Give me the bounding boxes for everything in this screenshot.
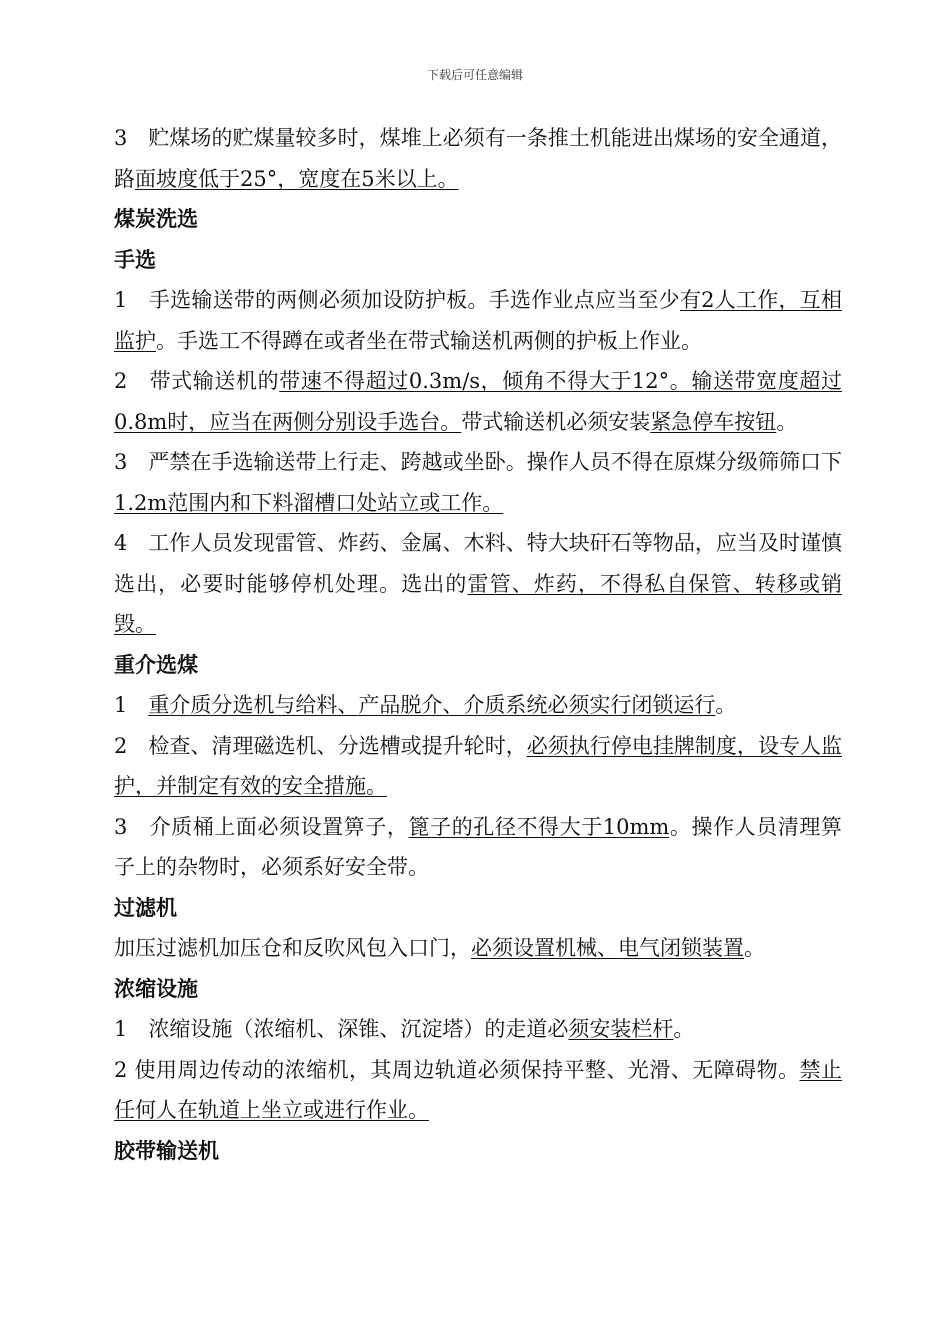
underlined-text: 必须设置机械、电气闭锁装置	[471, 936, 744, 960]
underlined-text: 有2人工作，互相监护	[114, 288, 842, 353]
paragraph-text: 1	[114, 693, 149, 717]
underlined-text: 篦子的孔径不得大于10mm	[408, 814, 670, 839]
paragraph-text: 3 介质桶上面必须设置箅子，	[114, 814, 409, 839]
heading-hand-picking: 手选	[114, 247, 156, 272]
underlined-text: 必须执行停电挂牌制度，设专人监护，并制定有效的安全措施。	[114, 733, 843, 798]
paragraph-text: 2 带式输送机的	[114, 369, 280, 393]
paragraph-text: 3 严禁在手选输送带上行走、跨越或坐卧。操作人员不得在原煤分级筛筛口下	[114, 450, 842, 474]
para-thickening-1	[114, 1009, 842, 1050]
para-hand-picking-2	[114, 361, 842, 442]
paragraph-text: 1 手选输送带的两侧必须加设防护板。手选作业点应当至少	[114, 288, 680, 312]
para-dense-medium-3	[114, 807, 842, 888]
paragraph-text: 。手选工不得蹲在或者坐在带式输送机两侧的护板上作业。	[156, 328, 702, 353]
paragraph-text: 2 检查、清理磁选机、分选槽或提升轮时，	[114, 733, 527, 758]
para-coal-yard-3	[114, 118, 842, 199]
paragraph-text: 。	[673, 1017, 695, 1041]
underlined-text: 带速不得超过0.3m/s，倾角不得大于12°。输送带宽度超过0.8m时，应当在两侧分别设手选台。	[114, 369, 842, 434]
paragraph-text: 3 贮煤场的贮煤量较多时，煤堆上必须有一条推土机能进出煤场的安全通道，路	[114, 126, 842, 191]
para-dense-medium-2	[114, 726, 842, 807]
paragraph-text: 4 工作人员发现雷管、炸药、金属、木料、特大块矸石等物品，应当及时谨慎选出，必要时能够停机处理。选出的	[114, 531, 842, 596]
para-dense-medium-1	[114, 685, 842, 726]
underlined-text: 紧急停车按钮	[650, 409, 777, 434]
para-thickening-2	[114, 1050, 842, 1131]
para-hand-picking-3	[114, 442, 842, 523]
paragraph-text: 。	[776, 409, 798, 434]
underlined-text: 禁止任何人在轨道上坐立或进行作业。	[114, 1057, 842, 1122]
underlined-text: 雷管、炸药，不得私自保管、转移或销毁。	[114, 571, 842, 636]
underlined-text: 1.2m范围内和下料溜槽口处站立或工作。	[114, 490, 504, 515]
paragraph-text: 2 使用周边传动的浓缩机，其周边轨道必须保持平整、光滑、无障碍物。	[114, 1057, 800, 1082]
paragraph-text: 带式输送机必须安装	[461, 409, 651, 434]
underlined-text: 重介质分选机与给料、产品脱介、介质系统必须实行闭锁运行	[148, 693, 716, 717]
para-hand-picking-4	[114, 523, 842, 645]
document-body	[114, 118, 842, 1171]
heading-coal-washing: 煤炭洗选	[114, 207, 198, 231]
para-filter-1	[114, 928, 842, 969]
heading-belt-conveyor: 胶带输送机	[114, 1138, 219, 1163]
paragraph-text: 。	[715, 693, 737, 717]
paragraph-text: 。	[744, 936, 765, 960]
paragraph-text: 。操作人员清理箅子上的杂物时，必须系好安全带。	[114, 814, 842, 879]
underlined-text: 须安装栏杆	[568, 1017, 674, 1041]
heading-thickening: 浓缩设施	[114, 976, 198, 1001]
paragraph-text: 加压过滤机加压仓和反吹风包入口门，	[114, 936, 471, 960]
heading-filter: 过滤机	[114, 895, 177, 920]
para-hand-picking-1	[114, 280, 842, 361]
underlined-text: 面坡度低于25°，宽度在5米以上。	[135, 166, 459, 191]
heading-dense-medium: 重介选煤	[114, 652, 198, 677]
page-header-note: 下载后可任意编辑	[426, 68, 523, 82]
paragraph-text: 1 浓缩设施（浓缩机、深锥、沉淀塔）的走道必	[114, 1017, 569, 1041]
